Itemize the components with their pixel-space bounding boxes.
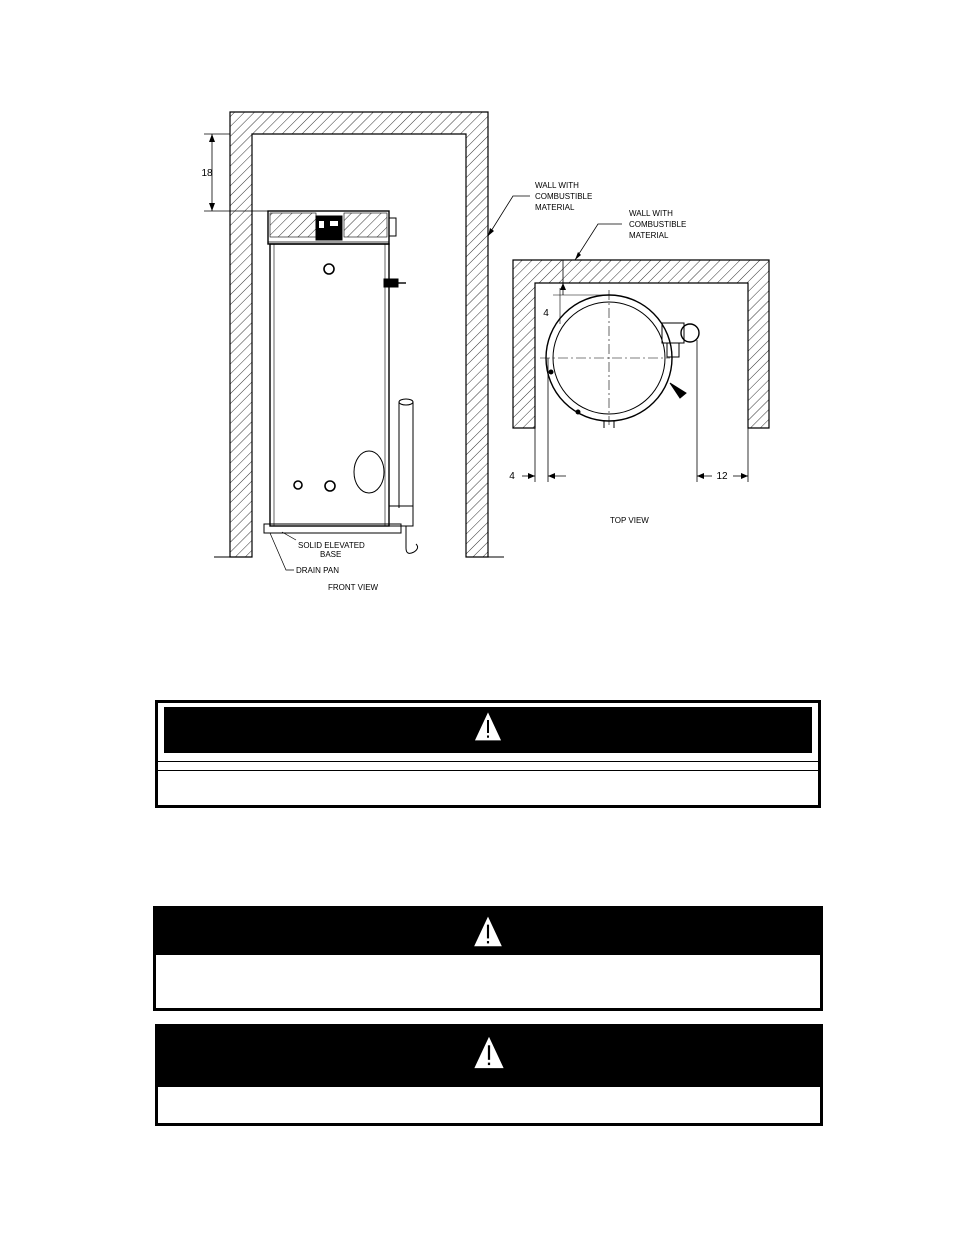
clearance-4-back-label: 4 — [543, 308, 549, 319]
front-wall-label-1: WALL WITH — [535, 181, 579, 190]
top-wall-label-3: MATERIAL — [629, 231, 669, 240]
base-label-1: SOLID ELEVATED — [298, 541, 365, 550]
warning-triangle-icon — [470, 913, 506, 949]
clearance-12-dimension — [697, 340, 748, 482]
front-view-title: FRONT VIEW — [328, 583, 379, 592]
warning-box-1-divider-1 — [158, 761, 818, 762]
warning-box-2 — [153, 906, 823, 1011]
front-view-wall — [230, 112, 488, 557]
front-wall-label-2: COMBUSTIBLE — [535, 192, 593, 201]
top-view-title: TOP VIEW — [610, 516, 649, 525]
front-wall-label-3: MATERIAL — [535, 203, 575, 212]
top-view-wall — [513, 260, 769, 428]
clearance-4-side-label: 4 — [509, 471, 515, 482]
clearance-12-label: 12 — [716, 471, 728, 482]
warning-box-1-divider-2 — [158, 770, 818, 771]
warning-box-3 — [155, 1024, 823, 1126]
drain-pan-label: DRAIN PAN — [296, 566, 339, 575]
base-label-2: BASE — [320, 550, 342, 559]
clearance-18-label: 18 — [201, 168, 213, 179]
warning-box-1 — [155, 700, 821, 808]
water-heater-front — [264, 211, 418, 553]
top-wall-label-1: WALL WITH — [629, 209, 673, 218]
top-wall-label-2: COMBUSTIBLE — [629, 220, 687, 229]
warning-triangle-icon — [470, 1033, 508, 1071]
warning-triangle-icon — [472, 709, 504, 743]
water-heater-top — [540, 290, 699, 428]
